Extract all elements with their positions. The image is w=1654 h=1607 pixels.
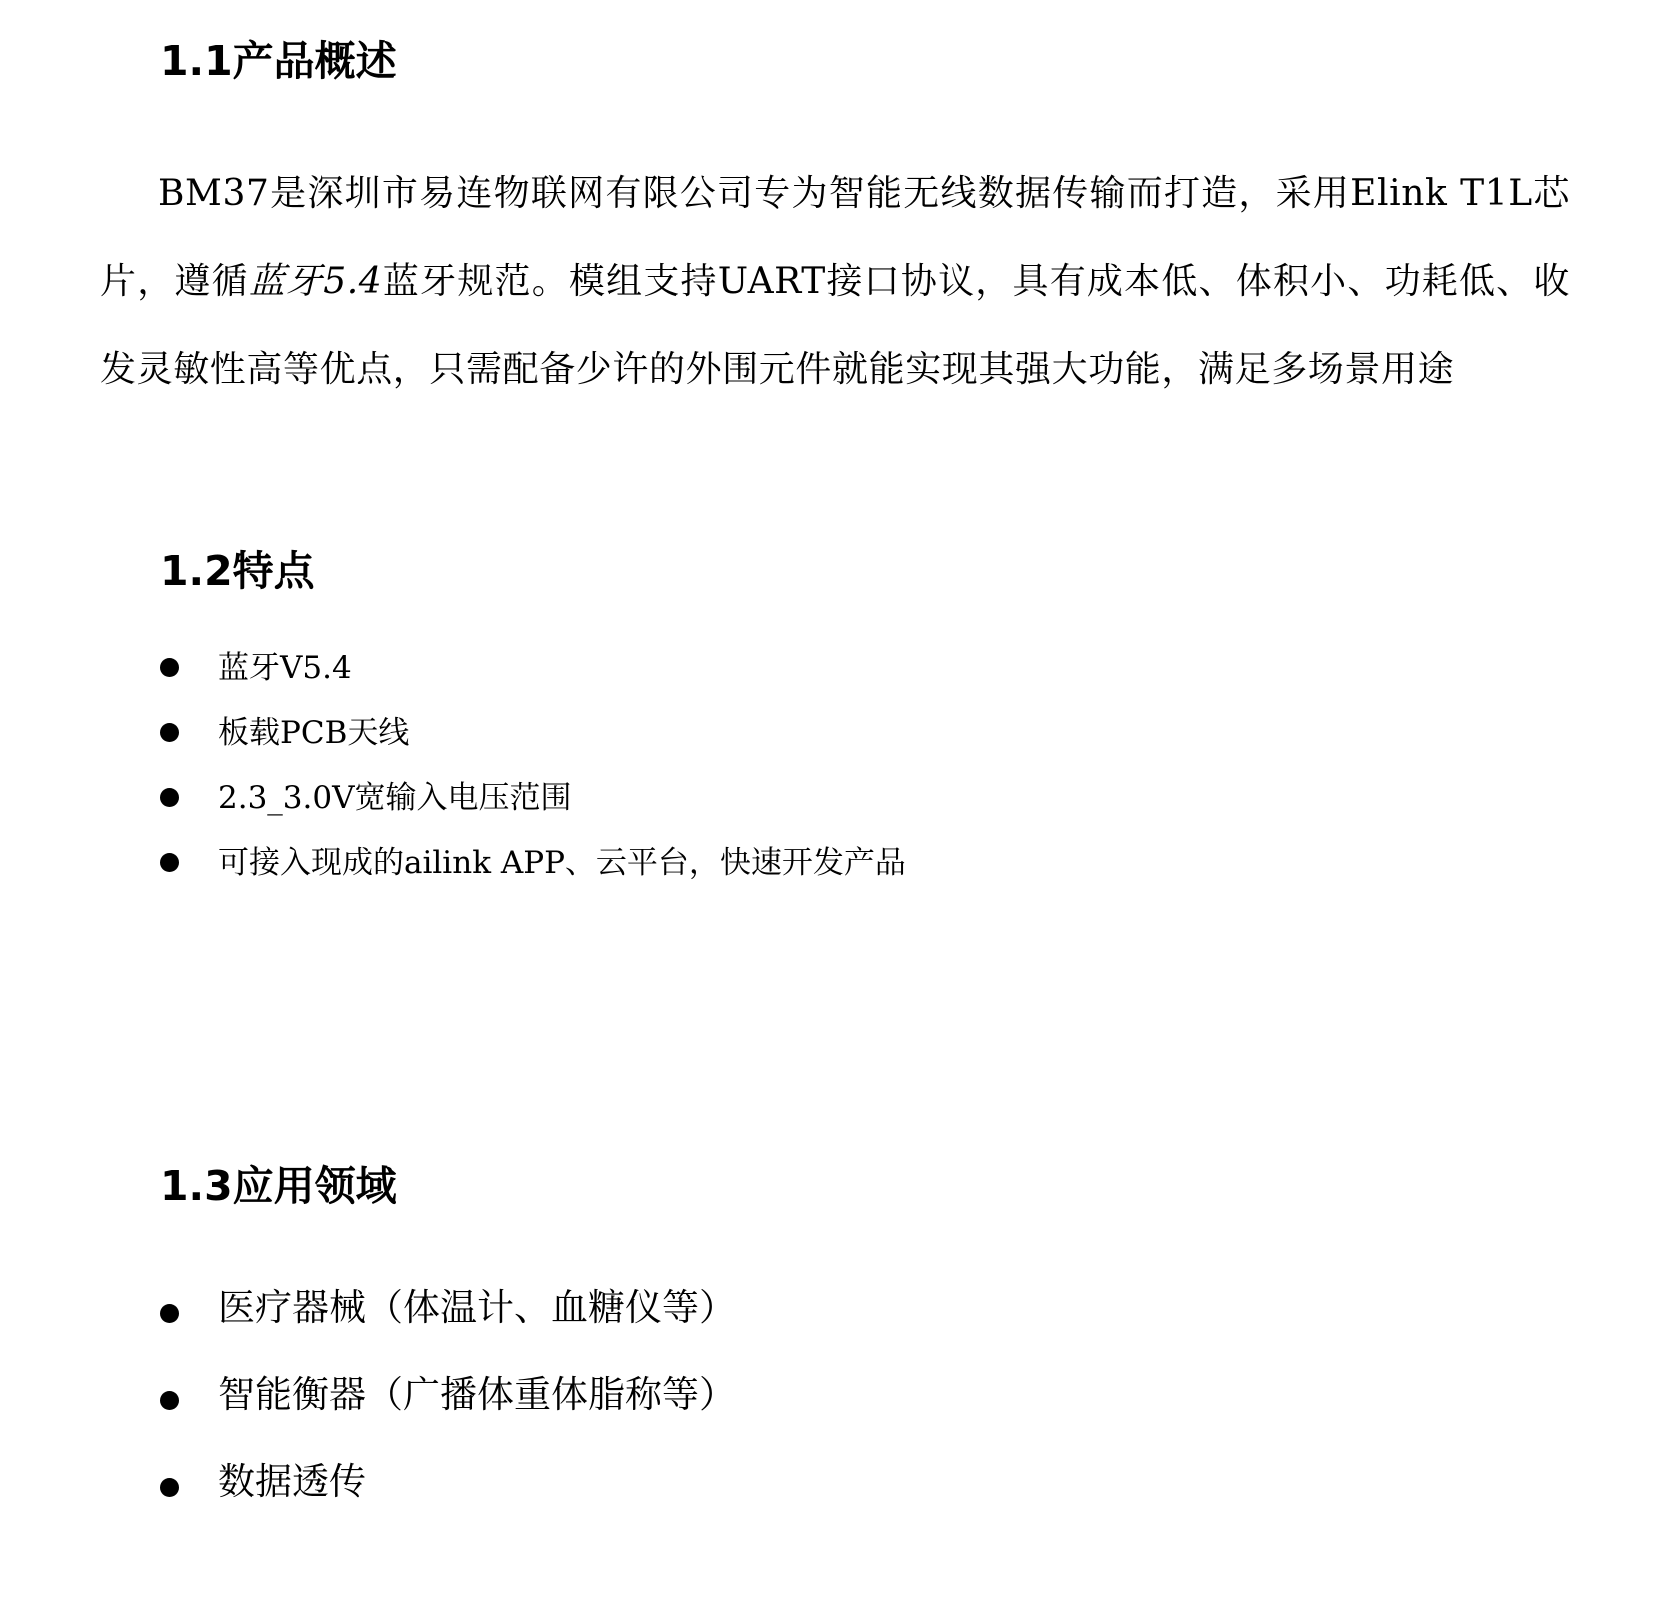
feature-text: 可接入现成的ailink APP、云平台，快速开发产品 — [218, 845, 906, 881]
list-item — [160, 766, 906, 831]
bullet-icon — [160, 1391, 179, 1410]
feature-text: 板载PCB天线 — [218, 715, 410, 751]
bullet-icon — [160, 853, 179, 872]
bullet-icon — [160, 1304, 179, 1323]
list-item — [160, 1264, 736, 1351]
list-item — [160, 831, 906, 896]
section-heading-overview: 1.1产品概述 — [160, 37, 397, 85]
bullet-icon — [160, 723, 179, 742]
list-item — [160, 701, 906, 766]
features-list — [160, 636, 906, 896]
section-heading-features: 1.2特点 — [160, 547, 315, 595]
application-text: 医疗器械（体温计、血糖仪等） — [218, 1286, 736, 1329]
applications-list — [160, 1264, 736, 1525]
list-item — [160, 1438, 736, 1525]
application-text: 数据透传 — [218, 1460, 366, 1503]
overview-paragraph — [100, 150, 1570, 414]
feature-text: 蓝牙V5.4 — [218, 650, 352, 686]
section-heading-applications: 1.3应用领域 — [160, 1162, 397, 1210]
overview-text-italic: 蓝牙5.4 — [248, 261, 383, 302]
bullet-icon — [160, 788, 179, 807]
feature-text: 2.3_3.0V宽输入电压范围 — [218, 780, 572, 816]
bullet-icon — [160, 658, 179, 677]
application-text: 智能衡器（广播体重体脂称等） — [218, 1373, 736, 1416]
overview-text-start: BM37是深圳市易连物联网有限公司专为智能无线数据传输而打造，采用Elink T1L芯片，遵循 — [100, 173, 1570, 302]
bullet-icon — [160, 1478, 179, 1497]
list-item — [160, 636, 906, 701]
list-item — [160, 1351, 736, 1438]
overview-text-end: 蓝牙规范。模组支持UART接口协议，具有成本低、体积小、功耗低、收发灵敏性高等优点，只需配备少许的外围元件就能实现其强大功能，满足多场景用途 — [100, 261, 1570, 390]
